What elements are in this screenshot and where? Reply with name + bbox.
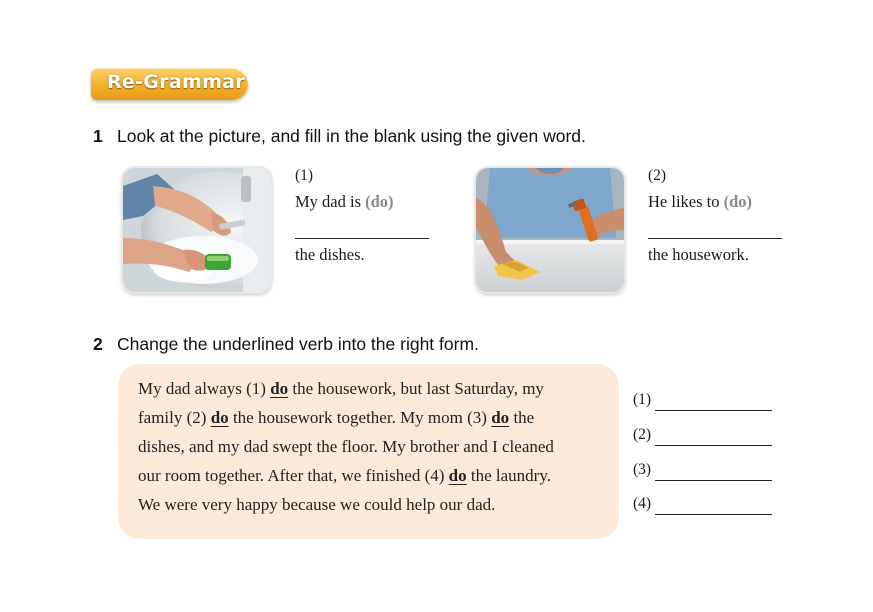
item-2-before: He likes to — [648, 192, 720, 211]
question-1-instruction: Look at the picture, and fill in the blank using the given word. — [117, 126, 586, 146]
section-badge — [91, 68, 248, 100]
answer-4-blank[interactable] — [655, 514, 772, 515]
passage-line-5 — [138, 495, 495, 515]
passage-box — [118, 364, 619, 539]
passage-line-3 — [138, 437, 554, 457]
blank-number: (3) — [467, 408, 487, 427]
blank-number: (4) — [424, 466, 445, 485]
passage-text: the laundry. — [466, 466, 551, 485]
item-1-answer-blank[interactable] — [295, 238, 429, 239]
answer-3-label: (3) — [633, 461, 652, 478]
answer-1-label: (1) — [633, 391, 652, 408]
item-1-hint: (do) — [365, 192, 394, 211]
passage-text: the housework, but last Saturday, my — [288, 379, 544, 398]
item-1-after: the dishes. — [295, 245, 365, 264]
answer-3-blank[interactable] — [655, 480, 772, 481]
passage-text: My dad always — [138, 379, 247, 398]
passage-line-2 — [138, 408, 534, 428]
item-1-number: (1) — [295, 167, 314, 184]
passage-line-4 — [138, 466, 551, 486]
passage-text: the housework together. My mom — [228, 408, 468, 427]
passage-line-1 — [138, 379, 544, 399]
answer-2-label: (2) — [633, 426, 652, 443]
answer-4-label: (4) — [633, 495, 652, 512]
passage-text: our room together. After that, we finished — [138, 466, 425, 485]
dishwashing-photo — [123, 168, 271, 292]
question-1-heading — [93, 126, 586, 147]
item-1-prompt — [295, 192, 394, 212]
blank-number: (2) — [186, 408, 207, 427]
underlined-verb-2: do — [210, 408, 229, 427]
question-2-number: 2 — [93, 334, 103, 354]
cleaning-photo — [476, 168, 624, 292]
answer-1-blank[interactable] — [655, 410, 772, 411]
section-badge-label: Re-Grammar — [107, 71, 245, 93]
item-1-before: My dad is — [295, 192, 361, 211]
item-2-hint: (do) — [723, 192, 753, 211]
passage-text: dishes, and my dad swept the floor. My brother and I cleaned — [138, 437, 554, 456]
question-2-heading — [93, 334, 479, 355]
passage-text: family — [138, 408, 187, 427]
blank-number: (1) — [246, 379, 266, 398]
answer-2-blank[interactable] — [655, 445, 772, 446]
underlined-verb-1: do — [270, 379, 289, 398]
item-2-after: the housework. — [648, 245, 749, 264]
item-2-number: (2) — [648, 167, 667, 184]
underlined-verb-4: do — [448, 466, 467, 485]
item-2-answer-blank[interactable] — [648, 238, 782, 239]
passage-text: We were very happy because we could help our dad. — [138, 495, 496, 514]
item-2-prompt — [648, 192, 752, 212]
question-2-instruction: Change the underlined verb into the right form. — [117, 334, 479, 354]
passage-text: the — [509, 408, 535, 427]
underlined-verb-3: do — [491, 408, 510, 427]
question-1-number: 1 — [93, 126, 103, 146]
